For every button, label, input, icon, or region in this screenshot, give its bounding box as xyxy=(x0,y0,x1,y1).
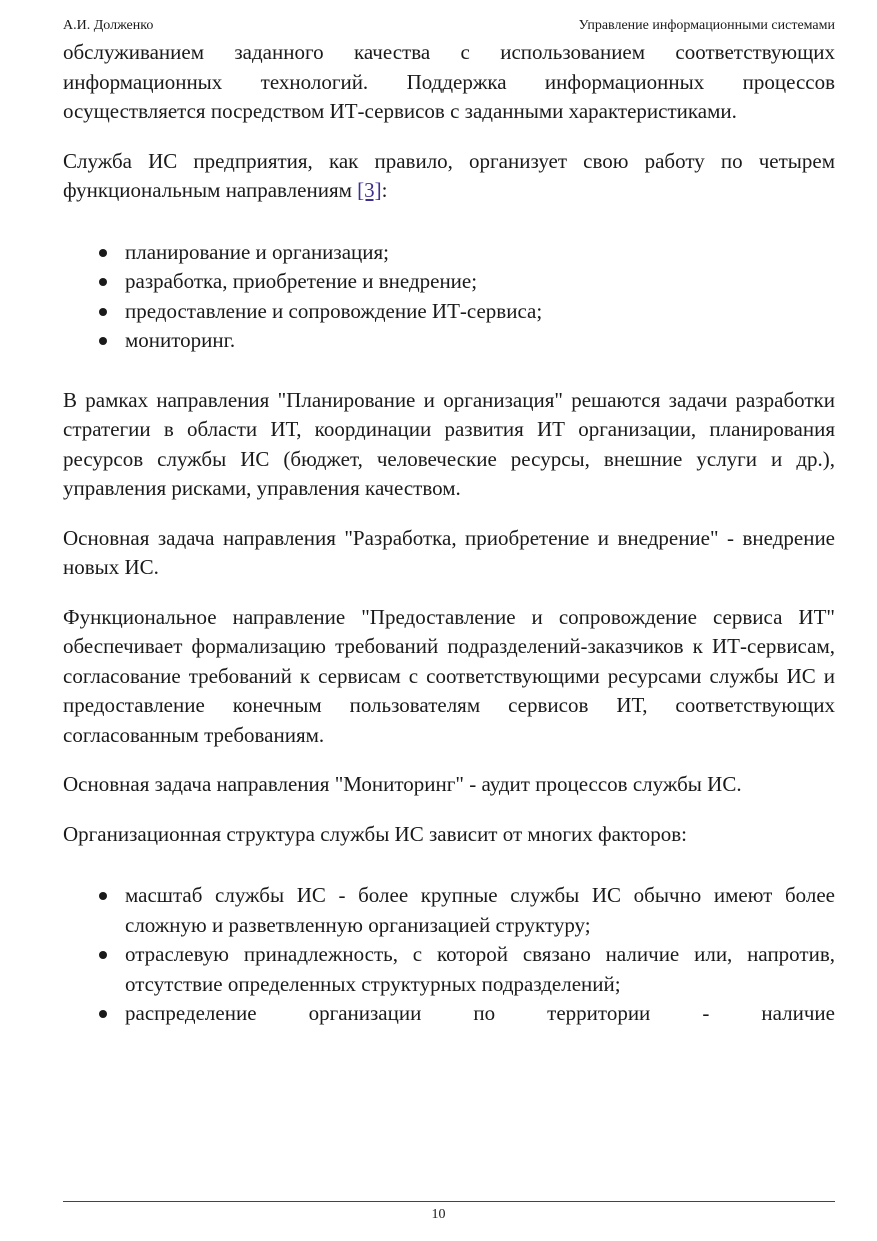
directions-paragraph xyxy=(63,147,835,206)
list-item: распределение организации по территории - наличие xyxy=(63,999,835,1029)
page-header xyxy=(63,16,835,36)
page-content xyxy=(63,38,835,1029)
factors-list xyxy=(63,881,835,1029)
service-paragraph: Функциональное направление "Предоставление и сопровождение сервиса ИТ" обеспечивает формализацию требований подразделений-заказчиков к ИТ-сервисам, согласование требований к сервисам с соответствующими ресурсами службы ИС и предоставление конечным пользователям сервисов ИТ, соответствующих согласованным требованиям. xyxy=(63,604,835,747)
page-number: 10 xyxy=(431,1207,446,1222)
list-item: масштаб службы ИС - более крупные службы ИС обычно имеют более сложную и разветвленную организацией структуру; xyxy=(63,881,835,940)
development-paragraph: Основная задача направления "Разработка, приобретение и внедрение" - внедрение новых ИС. xyxy=(63,525,835,579)
list-item: планирование и организация; xyxy=(63,238,835,268)
directions-text: Служба ИС предприятия, как правило, организует свою работу по четырем функциональным направлениям xyxy=(63,148,835,202)
header-title: Управление информационными системами xyxy=(578,18,835,33)
monitoring-paragraph: Основная задача направления "Мониторинг" - аудит процессов службы ИС. xyxy=(63,772,742,796)
list-item: предоставление и сопровождение ИТ-сервиса; xyxy=(63,297,835,327)
list-item: разработка, приобретение и внедрение; xyxy=(63,267,835,297)
directions-list xyxy=(63,238,835,356)
intro-paragraph: обслуживанием заданного качества с использованием соответствующих информационных технологий. Поддержка информационных процессов осуществляется посредством ИТ-сервисов с заданными характеристиками. xyxy=(63,40,835,123)
list-item: мониторинг. xyxy=(63,326,835,356)
directions-suffix: : xyxy=(381,178,388,202)
planning-paragraph: В рамках направления "Планирование и организация" решаются задачи разработки стратегии в области ИТ, координации развития ИТ организации, планирования ресурсов службы ИС (бюджет, человеческие ресурсы, внешние услуги и др.), управления рисками, управления качеством. xyxy=(63,387,835,500)
header-author: А.И. Долженко xyxy=(63,18,154,33)
structure-paragraph: Организационная структура службы ИС зависит от многих факторов: xyxy=(63,821,688,846)
reference-link[interactable]: [3] xyxy=(357,178,382,202)
list-item: отраслевую принадлежность, с которой связано наличие или, напротив, отсутствие определенных структурных подразделений; xyxy=(63,940,835,999)
footer-divider xyxy=(63,1201,835,1202)
